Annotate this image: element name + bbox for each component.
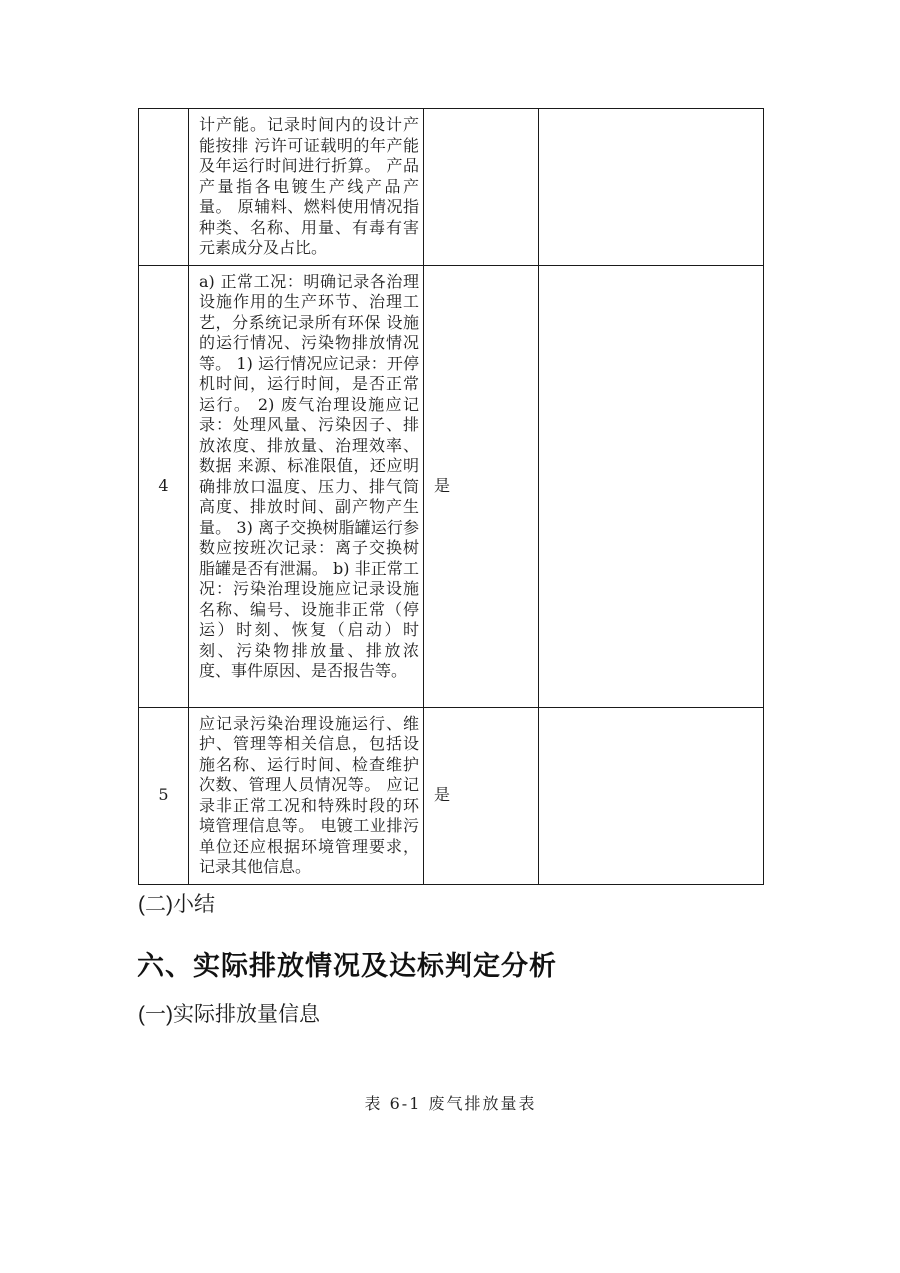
remark-cell xyxy=(539,265,764,707)
record-requirements-table xyxy=(138,108,764,885)
row-number-cell xyxy=(139,109,189,266)
table-caption: 表 6-1 废气排放量表 xyxy=(364,1094,537,1113)
compliance-cell: 是 xyxy=(424,265,539,707)
subsection-heading-summary: (二)小结 xyxy=(138,893,215,916)
remark-cell xyxy=(539,109,764,266)
compliance-cell: 是 xyxy=(424,707,539,884)
compliance-cell xyxy=(424,109,539,266)
requirement-text-cell: a) 正常工况：明确记录各治理设施作用的生产环节、治理工艺，分系统记录所有环保 设施的运行情况、污染物排放情况等。 1) 运行情况应记录：开停机时间，运行时间，是否正常运行。 2) 废气治理设施应记录：处理风量、污染因子、排放浓度、排放量、治理效率、数据 来源、标准限值，还应明确排放口温度、压力、排气筒高度、排放时间、副产物产生量。 3) 离子交换树脂罐运行参数应按班次记录：离子交换树脂罐是否有泄漏。 b) 非正常工况：污染治理设施应记录设施名称、编号、设施非正常（停运）时刻、恢复（启动）时刻、污染物排放量、排放浓度、事件原因、是否报告等。 xyxy=(189,265,424,707)
table-row xyxy=(139,265,764,707)
subsection-heading-emission-info: (一)实际排放量信息 xyxy=(138,1003,320,1026)
remark-cell xyxy=(539,707,764,884)
table-row xyxy=(139,109,764,266)
requirement-text-cell: 应记录污染治理设施运行、维护、管理等相关信息，包括设施名称、运行时间、检查维护次数、管理人员情况等。 应记录非正常工况和特殊时段的环境管理信息等。 电镀工业排污单位还应根据环境管理要求，记录其他信息。 xyxy=(189,707,424,884)
requirement-text-cell: 计产能。记录时间内的设计产能按排 污许可证载明的年产能及年运行时间进行折算。 产品产量指各电镀生产线产品产量。 原辅料、燃料使用情况指种类、名称、用量、有毒有害元素成分及占比。 xyxy=(189,109,424,266)
row-number-cell: 5 xyxy=(139,707,189,884)
table-row xyxy=(139,707,764,884)
row-number-cell: 4 xyxy=(139,265,189,707)
section-heading-actual-emissions: 六、实际排放情况及达标判定分析 xyxy=(137,951,557,981)
